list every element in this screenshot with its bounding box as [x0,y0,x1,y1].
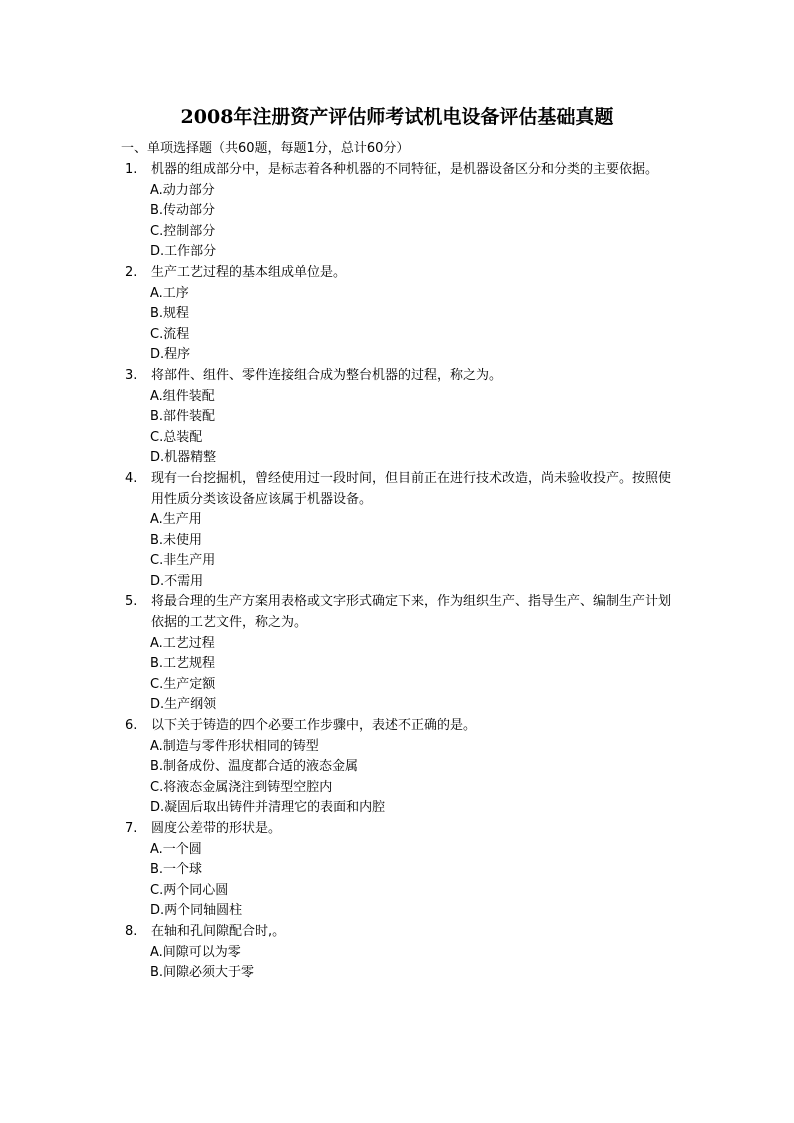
answer-option: A.一个圆 [150,841,202,857]
answer-option: B.工艺规程 [150,656,216,672]
question-item [121,160,681,263]
question-text: 现有一台挖掘机，曾经使用过一段时间，但目前正在进行技术改造，尚未验收投产。按照使用性质分类该设备应该属于机器设备。 [151,470,672,507]
answer-option: D.机器精整 [150,450,217,466]
answer-option: C.总装配 [150,429,203,445]
answer-option: A.组件装配 [150,388,215,404]
question-list [121,160,681,984]
question-text: 以下关于铸造的四个必要工作步骤中，表述不正确的是。 [151,718,477,734]
question-text: 将最合理的生产方案用表格或文字形式确定下来，作为组织生产、指导生产、编制生产计划依据的工艺文件，称之为。 [151,594,672,631]
question-text: 在轴和孔间隙配合时,。 [151,923,286,939]
answer-option: C.控制部分 [150,223,216,239]
answer-option: B.制备成份、温度都合适的液态金属 [150,759,359,775]
answer-option: D.工作部分 [150,244,217,260]
question-item [121,366,681,469]
question-number: 8. [125,923,138,939]
answer-option: D.两个同轴圆柱 [150,903,243,919]
answer-option: A.间隙可以为零 [150,944,241,960]
question-item [121,469,681,593]
answer-option: D.程序 [150,347,191,363]
answer-option: A.工艺过程 [150,635,215,651]
question-number: 7. [125,821,138,836]
question-text: 机器的组成部分中，是标志着各种机器的不同特征，是机器设备区分和分类的主要依据。 [151,162,659,177]
answer-option: B.部件装配 [150,409,216,425]
question-text: 圆度公差带的形状是。 [151,821,282,836]
answer-option: A.制造与零件形状相同的铸型 [150,738,319,754]
answer-option: C.流程 [150,326,190,342]
question-number: 4. [125,470,138,486]
answer-option: C.非生产用 [150,553,216,569]
question-item [121,819,681,922]
question-number: 5. [125,594,138,610]
answer-option: C.将液态金属浇注到铸型空腔内 [150,779,333,795]
answer-option: A.工序 [150,285,189,301]
question-item [121,263,681,366]
answer-option: C.生产定额 [150,676,216,692]
question-item [121,716,681,819]
answer-option: B.间隙必须大于零 [150,965,255,981]
question-item [121,592,681,716]
answer-option: B.规程 [150,306,190,322]
document-title: 2008年注册资产评估师考试机电设备评估基础真题 [180,106,614,128]
answer-option: D.生产纲领 [150,697,217,713]
question-number: 2. [125,264,138,280]
answer-option: D.不需用 [150,573,204,589]
question-text: 将部件、组件、零件连接组合成为整台机器的过程，称之为。 [151,367,503,383]
question-number: 6. [125,718,138,734]
answer-option: A.动力部分 [150,182,215,198]
answer-option: B.一个球 [150,862,203,878]
answer-option: B.未使用 [150,532,203,548]
question-number: 1. [125,162,138,177]
section-heading: 一、单项选择题（共60题，每题1分，总计60分） [121,141,410,156]
answer-option: D.凝固后取出铸件并清理它的表面和内腔 [150,800,386,816]
question-text: 生产工艺过程的基本组成单位是。 [151,264,347,280]
answer-option: B.传动部分 [150,203,216,219]
answer-option: C.两个同心圆 [150,882,229,898]
question-number: 3. [125,367,138,383]
answer-option: A.生产用 [150,512,202,528]
question-item [121,922,681,984]
